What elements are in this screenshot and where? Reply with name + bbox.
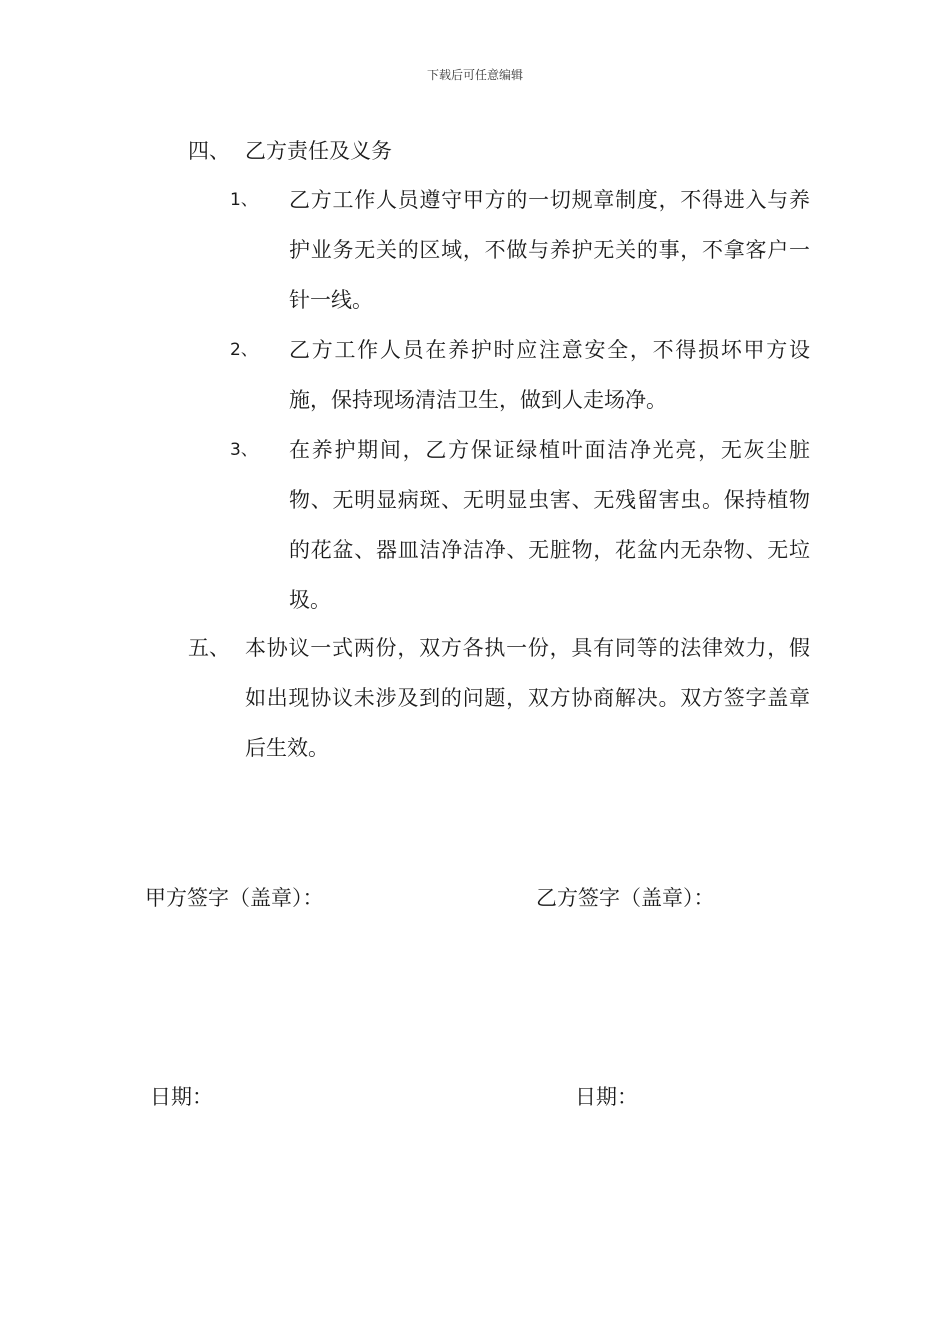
party-a-date-label: 日期： xyxy=(150,1085,213,1109)
item-3-number: 3、 xyxy=(230,440,258,460)
party-b-signature-label: 乙方签字（盖章）： xyxy=(536,886,715,910)
section-5-number: 五、 xyxy=(188,636,230,660)
party-b-date-label: 日期： xyxy=(575,1085,638,1109)
item-3-text: 在养护期间，乙方保证绿植叶面洁净光亮，无灰尘脏物、无明显病斑、无明显虫害、无残留害虫。保持植物的花盆、器皿洁净洁净、无脏物，花盆内无杂物、无垃圾。 xyxy=(289,438,810,612)
item-1-text: 乙方工作人员遵守甲方的一切规章制度，不得进入与养护业务无关的区域，不做与养护无关的事，不拿客户一针一线。 xyxy=(289,188,810,312)
section-4-title: 乙方责任及义务 xyxy=(245,139,392,163)
party-a-signature-label: 甲方签字（盖章）： xyxy=(145,886,324,910)
item-2-text: 乙方工作人员在养护时应注意安全，不得损坏甲方设施，保持现场清洁卫生，做到人走场净。 xyxy=(289,338,810,412)
item-1-number: 1、 xyxy=(230,190,258,210)
item-2-number: 2、 xyxy=(230,340,258,360)
section-4-number: 四、 xyxy=(188,139,230,163)
section-5-text: 本协议一式两份，双方各执一份，具有同等的法律效力，假如出现协议未涉及到的问题，双方协商解决。双方签字盖章后生效。 xyxy=(245,636,810,760)
page-header-note: 下载后可任意编辑 xyxy=(426,68,523,82)
